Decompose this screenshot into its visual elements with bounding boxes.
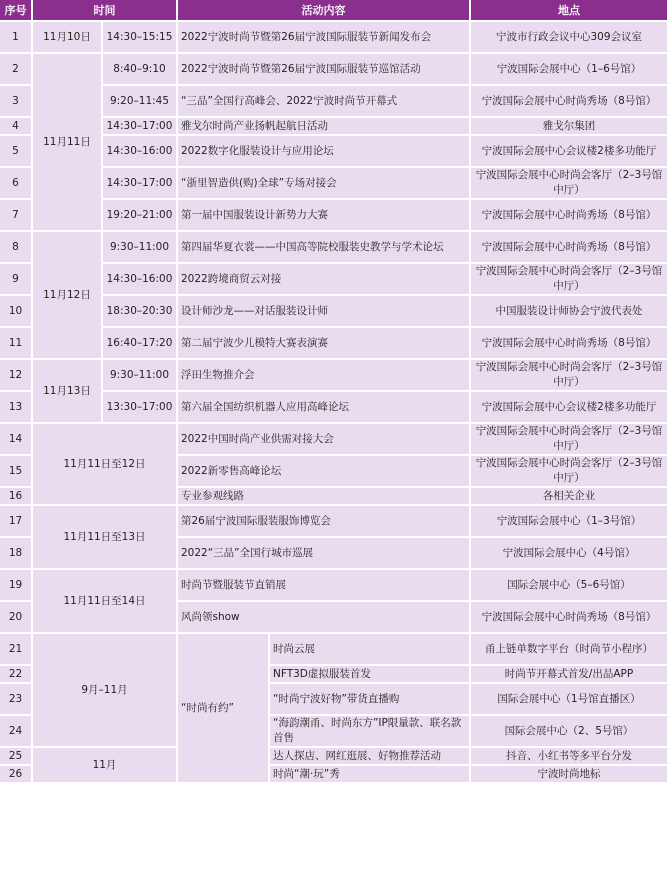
row-number: 25 — [0, 747, 32, 765]
row-venue: 宁波国际会展中心时尚秀场（8号馆） — [470, 601, 668, 633]
table-row — [0, 633, 668, 665]
row-venue: 宁波国际会展中心时尚秀场（8号馆） — [470, 327, 668, 359]
row-number: 21 — [0, 633, 32, 665]
row-number: 3 — [0, 85, 32, 117]
table-row — [0, 505, 668, 537]
row-activity: 第二届宁波少儿模特大赛表演赛 — [177, 327, 470, 359]
row-venue: 宁波国际会展中心（1–3号馆） — [470, 505, 668, 537]
table-row — [0, 231, 668, 263]
table-row — [0, 359, 668, 391]
row-time: 14:30–16:00 — [102, 135, 177, 167]
row-number: 26 — [0, 765, 32, 783]
row-venue: 宁波市行政会议中心309会议室 — [470, 21, 668, 53]
row-number: 22 — [0, 665, 32, 683]
row-time: 9:30–11:00 — [102, 359, 177, 391]
row-activity: 设计师沙龙——对话服装设计师 — [177, 295, 470, 327]
row-number: 17 — [0, 505, 32, 537]
row-activity: 浮田生物推介会 — [177, 359, 470, 391]
row-activity: 时尚云展 — [269, 633, 470, 665]
row-time: 14:30–16:00 — [102, 263, 177, 295]
row-activity: 时尚节暨服装节直销展 — [177, 569, 470, 601]
row-venue: 国际会展中心（2、5号馆） — [470, 715, 668, 747]
row-venue: 宁波国际会展中心时尚会客厅（2–3号馆中厅） — [470, 455, 668, 487]
row-group: “时尚有约” — [177, 633, 269, 783]
row-date: 11月11日至14日 — [32, 569, 177, 633]
row-activity: 第一届中国服装设计新势力大赛 — [177, 199, 470, 231]
row-number: 19 — [0, 569, 32, 601]
row-activity: 2022跨境商贸云对接 — [177, 263, 470, 295]
row-number: 11 — [0, 327, 32, 359]
row-activity: NFT3D虚拟服装首发 — [269, 665, 470, 683]
row-number: 2 — [0, 53, 32, 85]
row-number: 12 — [0, 359, 32, 391]
row-activity: 第26届宁波国际服装服饰博览会 — [177, 505, 470, 537]
row-number: 24 — [0, 715, 32, 747]
row-number: 7 — [0, 199, 32, 231]
row-venue: 宁波国际会展中心时尚秀场（8号馆） — [470, 231, 668, 263]
row-time: 18:30–20:30 — [102, 295, 177, 327]
row-number: 9 — [0, 263, 32, 295]
row-venue: 宁波国际会展中心时尚会客厅（2–3号馆中厅） — [470, 359, 668, 391]
row-activity: 第四届华夏衣裳——中国高等院校服装史教学与学术论坛 — [177, 231, 470, 263]
table-row — [0, 569, 668, 601]
row-number: 14 — [0, 423, 32, 455]
row-date: 11月12日 — [32, 231, 102, 359]
row-activity: “时尚宁波好物”带货直播购 — [269, 683, 470, 715]
row-venue: 雅戈尔集团 — [470, 117, 668, 135]
row-venue: 宁波国际会展中心时尚秀场（8号馆） — [470, 85, 668, 117]
header-no: 序号 — [0, 0, 32, 21]
row-date: 11月10日 — [32, 21, 102, 53]
row-date: 11月11日至13日 — [32, 505, 177, 569]
row-activity: 2022新零售高峰论坛 — [177, 455, 470, 487]
row-date: 11月 — [32, 747, 177, 783]
row-venue: 宁波国际会展中心时尚会客厅（2–3号馆中厅） — [470, 423, 668, 455]
table-row — [0, 53, 668, 85]
row-activity: 2022数字化服装设计与应用论坛 — [177, 135, 470, 167]
row-venue: 国际会展中心（1号馆直播区） — [470, 683, 668, 715]
row-number: 16 — [0, 487, 32, 505]
row-activity: 2022“三品”全国行城市巡展 — [177, 537, 470, 569]
row-number: 20 — [0, 601, 32, 633]
row-activity: 2022中国时尚产业供需对接大会 — [177, 423, 470, 455]
row-activity: 2022宁波时尚节暨第26届宁波国际服装节新闻发布会 — [177, 21, 470, 53]
row-venue: 时尚节开幕式首发/出品APP — [470, 665, 668, 683]
table-row — [0, 747, 668, 765]
row-venue: 甬上链单数字平台（时尚节小程序） — [470, 633, 668, 665]
table-row — [0, 21, 668, 53]
row-activity: 2022宁波时尚节暨第26届宁波国际服装节巡馆活动 — [177, 53, 470, 85]
row-venue: 抖音、小红书等多平台分发 — [470, 747, 668, 765]
row-number: 1 — [0, 21, 32, 53]
row-venue: 中国服装设计师协会宁波代表处 — [470, 295, 668, 327]
row-venue: 宁波国际会展中心会议楼2楼多功能厅 — [470, 391, 668, 423]
row-activity: “浙里智造供(购)全球”专场对接会 — [177, 167, 470, 199]
row-activity: 风尚领show — [177, 601, 470, 633]
header-venue: 地点 — [470, 0, 668, 21]
row-time: 19:20–21:00 — [102, 199, 177, 231]
row-time: 14:30–17:00 — [102, 117, 177, 135]
row-time: 16:40–17:20 — [102, 327, 177, 359]
row-activity: “三品”全国行高峰会、2022宁波时尚节开幕式 — [177, 85, 470, 117]
row-time: 9:30–11:00 — [102, 231, 177, 263]
row-venue: 宁波国际会展中心会议楼2楼多功能厅 — [470, 135, 668, 167]
row-venue: 宁波国际会展中心（4号馆） — [470, 537, 668, 569]
row-number: 5 — [0, 135, 32, 167]
row-date: 11月13日 — [32, 359, 102, 423]
row-number: 23 — [0, 683, 32, 715]
row-venue: 宁波国际会展中心时尚会客厅（2–3号馆中厅） — [470, 263, 668, 295]
row-number: 10 — [0, 295, 32, 327]
table-row — [0, 423, 668, 455]
header-activity: 活动内容 — [177, 0, 470, 21]
row-time: 14:30–15:15 — [102, 21, 177, 53]
row-time: 13:30–17:00 — [102, 391, 177, 423]
row-number: 15 — [0, 455, 32, 487]
row-number: 13 — [0, 391, 32, 423]
row-date: 11月11日至12日 — [32, 423, 177, 505]
header-time: 时间 — [32, 0, 177, 21]
row-time: 14:30–17:00 — [102, 167, 177, 199]
row-activity: “海韵潮甬、时尚东方”IP限量款、联名款首售 — [269, 715, 470, 747]
row-number: 8 — [0, 231, 32, 263]
row-number: 4 — [0, 117, 32, 135]
row-date: 11月11日 — [32, 53, 102, 231]
row-venue: 宁波时尚地标 — [470, 765, 668, 783]
row-activity: 专业参观线路 — [177, 487, 470, 505]
row-number: 18 — [0, 537, 32, 569]
row-date: 9月–11月 — [32, 633, 177, 747]
row-activity: 时尚“潮·玩”秀 — [269, 765, 470, 783]
row-time: 9:20–11:45 — [102, 85, 177, 117]
row-venue: 宁波国际会展中心（1–6号馆） — [470, 53, 668, 85]
row-number: 6 — [0, 167, 32, 199]
row-venue: 各相关企业 — [470, 487, 668, 505]
row-activity: 雅戈尔时尚产业扬帆起航日活动 — [177, 117, 470, 135]
row-time: 8:40–9:10 — [102, 53, 177, 85]
row-venue: 宁波国际会展中心时尚秀场（8号馆） — [470, 199, 668, 231]
header-row — [0, 0, 668, 21]
row-activity: 第六届全国纺织机器人应用高峰论坛 — [177, 391, 470, 423]
row-venue: 国际会展中心（5–6号馆） — [470, 569, 668, 601]
row-venue: 宁波国际会展中心时尚会客厅（2–3号馆中厅） — [470, 167, 668, 199]
row-activity: 达人探店、网红逛展、好物推荐活动 — [269, 747, 470, 765]
